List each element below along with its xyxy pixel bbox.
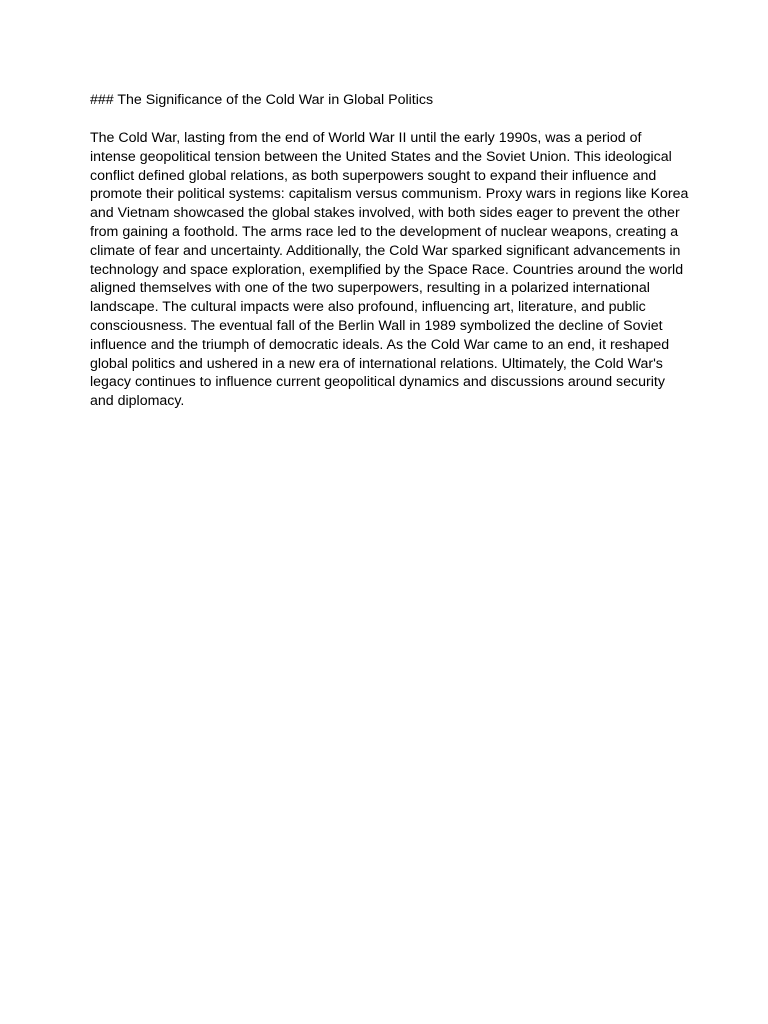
body-paragraph: The Cold War, lasting from the end of World War II until the early 1990s, was a period of intense geopolitical tension between the United States and the Soviet Union. This ideological conflict defined global relations, as both superpowers sought to expand their influence and promote their political systems: capitalism versus communism. Proxy wars in regions like Korea and Vietnam showcased the global stakes involved, with both sides eager to prevent the other from gaining a foothold. The arms race led to the development of nuclear weapons, creating a climate of fear and uncertainty. Additionally, the Cold War sparked significant advancements in technology and space exploration, exemplified by the Space Race. Countries around the world aligned themselves with one of the two superpowers, resulting in a polarized international landscape. The cultural impacts were also profound, influencing art, literature, and public consciousness. The eventual fall of the Berlin Wall in 1989 symbolized the decline of Soviet influence and the triumph of democratic ideals. As the Cold War came to an end, it reshaped global politics and ushered in a new era of international relations. Ultimately, the Cold War's legacy continues to influence current geopolitical dynamics and discussions around security and diplomacy. — [90, 130, 689, 410]
document-heading: ### The Significance of the Cold War in Global Politics — [90, 92, 434, 108]
document-content — [90, 91, 690, 411]
